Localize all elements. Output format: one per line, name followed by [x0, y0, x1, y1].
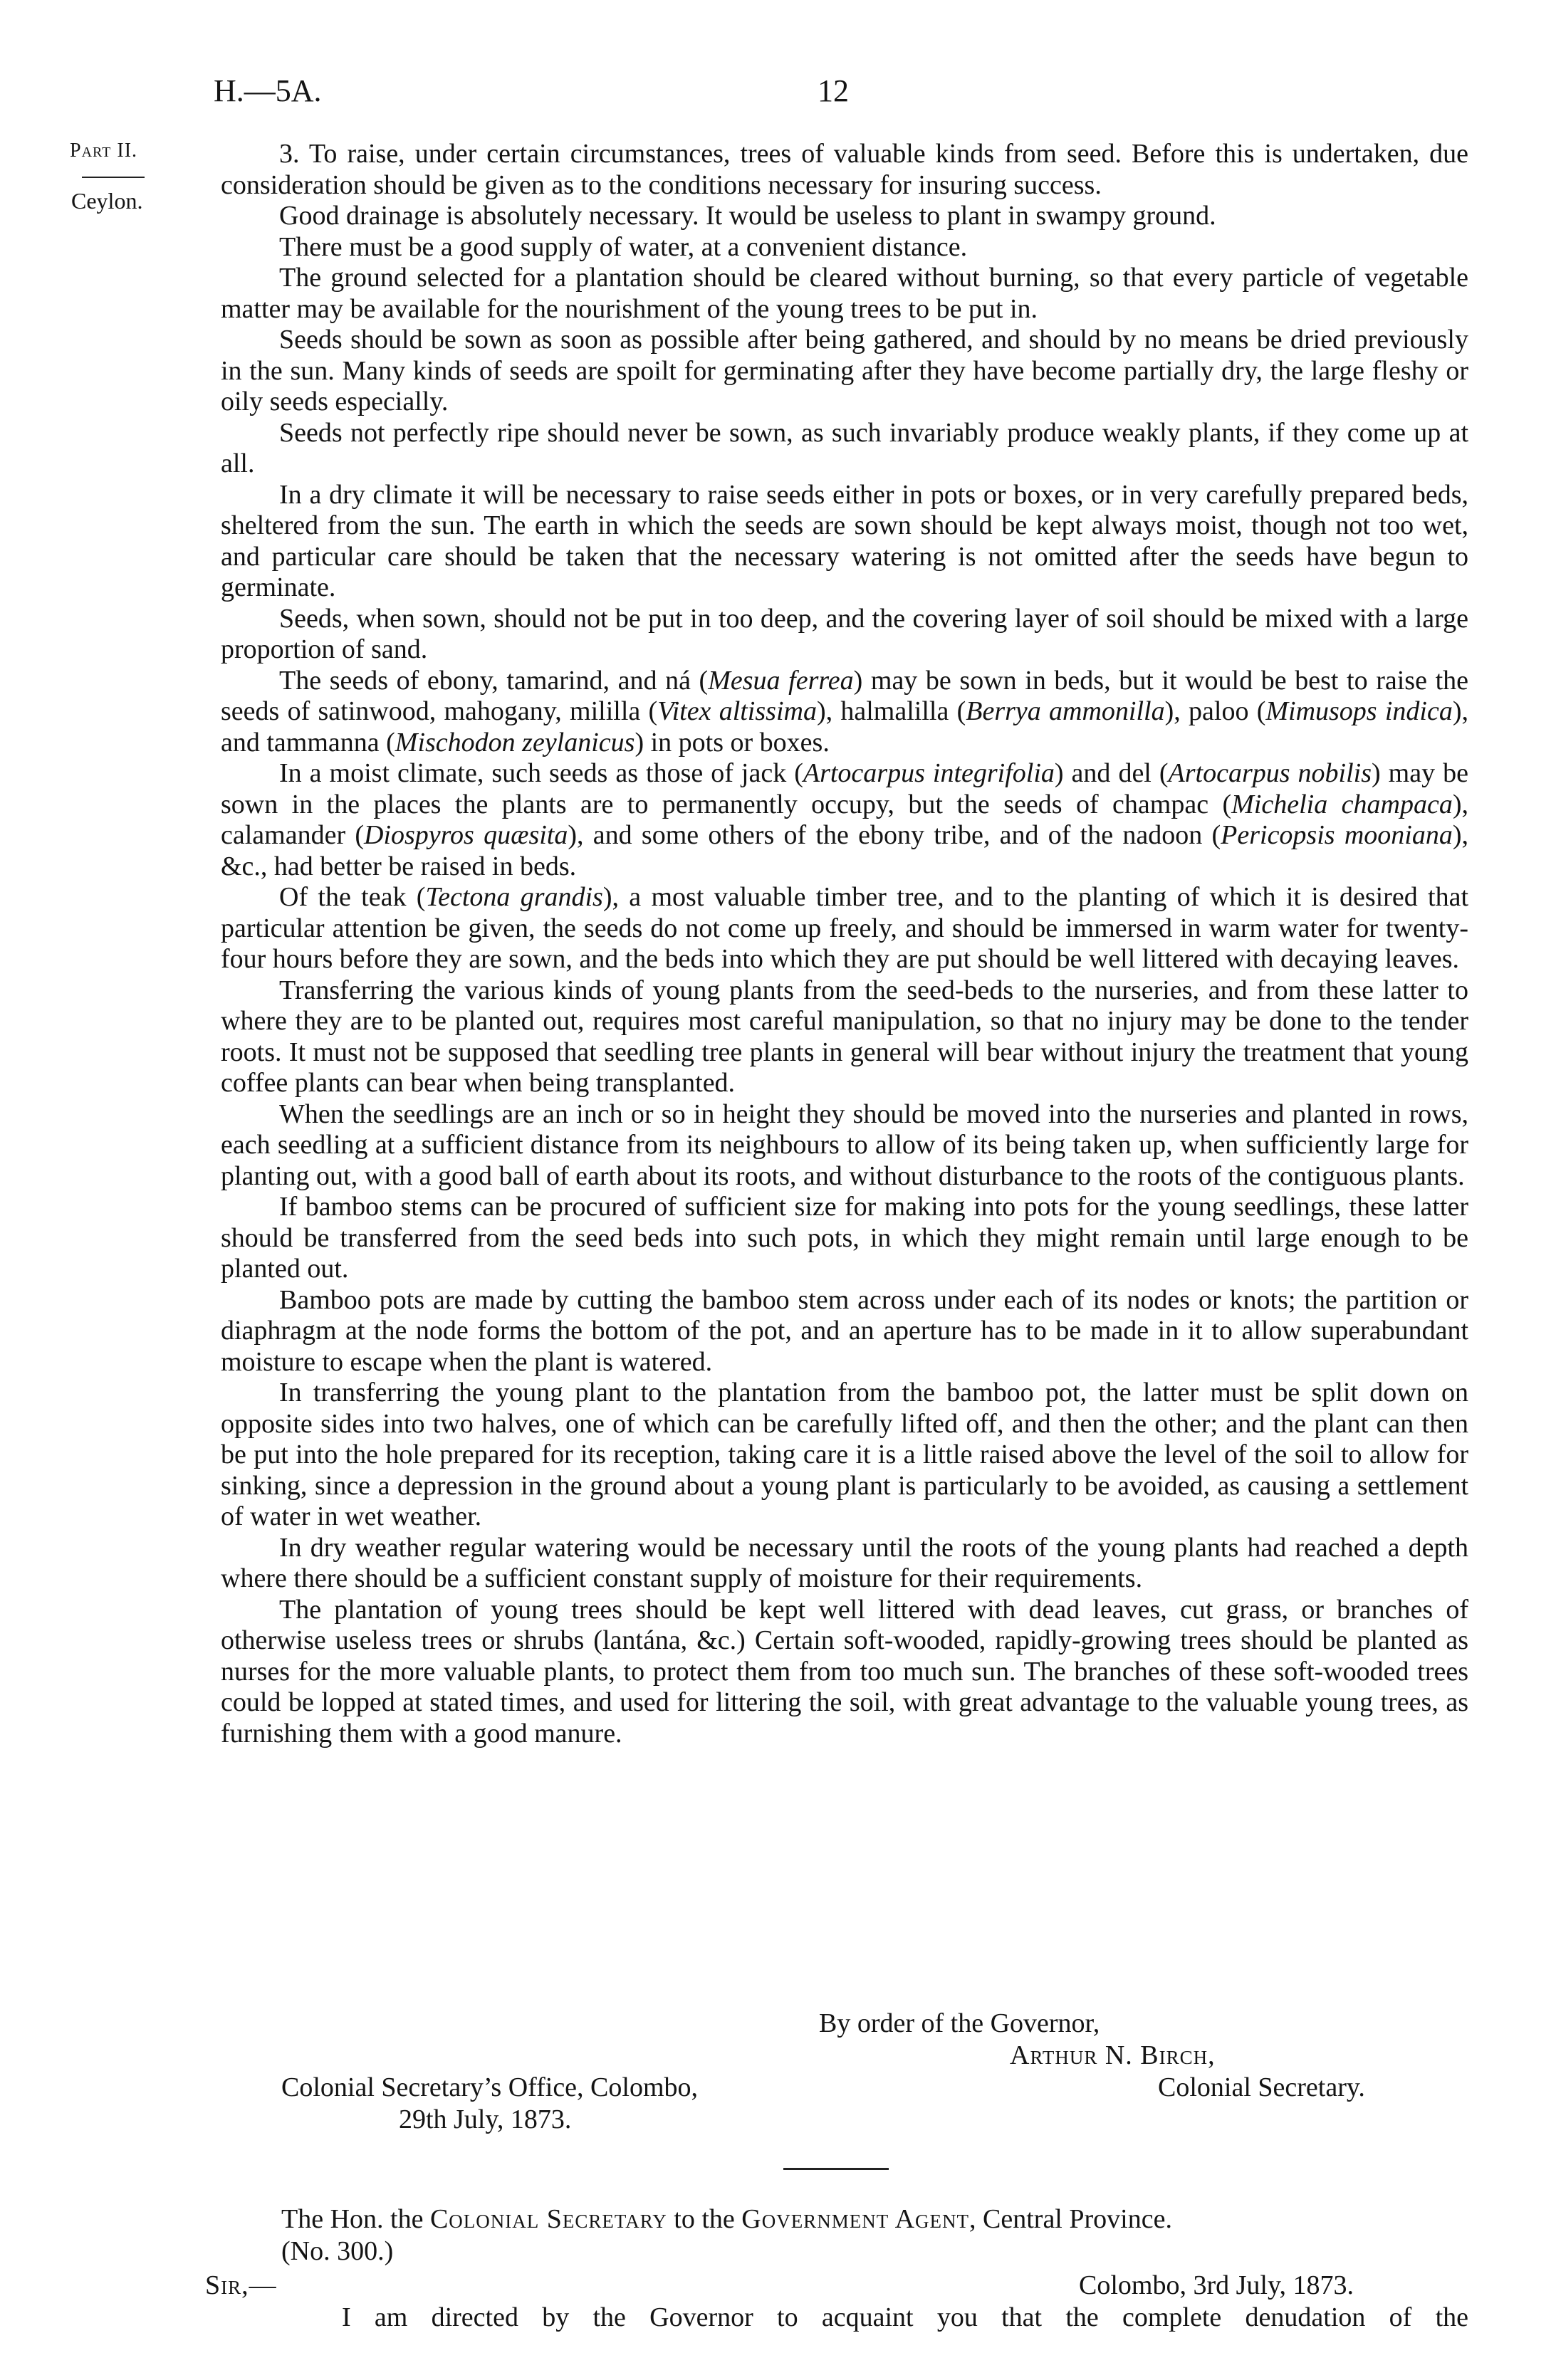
- paragraph: Seeds should be sown as soon as possible after being gathered, and should by no means be dried previously in the sun. Many kinds of seeds are spoilt for germinating after they have become partially dry, the large fleshy or oily seeds especially.: [221, 325, 1468, 416]
- paragraph: 3. To raise, under certain circumstances, trees of valuable kinds from seed. Before this is undertaken, due consideration should be given as to the conditions necessary for insuring success.: [221, 139, 1468, 200]
- scientific-name: Mimusops indica: [1265, 696, 1453, 726]
- paragraph: Good drainage is absolutely necessary. It would be useless to plant in swampy ground.: [279, 201, 1216, 231]
- margin-part-label: Part II.: [70, 140, 138, 162]
- scientific-name: Mischodon zeylanicus: [395, 727, 635, 757]
- paragraph: The seeds of ebony, tamarind, and ná (Mesua ferrea) may be sown in beds, but it would be best to raise the seeds of satinwood, mahogany, mililla (Vitex altissima), halmalilla (Berrya ammonilla), paloo (Mimusops indica), and tammanna (Mischodon zeylanicus) in pots or boxes.: [221, 665, 1469, 757]
- letter-first-line: I am directed by the Governor to acquaint you that the complete denudation of the: [342, 2302, 1468, 2332]
- address-prefix: The Hon. the: [281, 2204, 430, 2234]
- margin-place-label: Ceylon.: [71, 188, 143, 214]
- signature-order: By order of the Governor,: [819, 2008, 1100, 2038]
- letter-date: Colombo, 3rd July, 1873.: [1079, 2270, 1354, 2300]
- paragraph: Transferring the various kinds of young plants from the seed-beds to the nurseries, and from these latter to where they are to be planted out, requires most careful manipulation, so that no injury may be done to the tender roots. It must not be supposed that seedling tree plants in general will bear without injury the treatment that young coffee plants can bear when being transplanted.: [221, 975, 1468, 1098]
- letter-reference: (No. 300.): [281, 2236, 394, 2266]
- scientific-name: Diospyros quæsita: [364, 820, 568, 850]
- scientific-name: Artocarpus integrifolia: [803, 758, 1055, 788]
- paragraph: In dry weather regular watering would be necessary until the roots of the young plants had reached a depth where there should be a sufficient constant supply of moisture for their requirements.: [221, 1532, 1468, 1593]
- paragraph: There must be a good supply of water, at a convenient distance.: [279, 231, 968, 262]
- signature-office: Colonial Secretary’s Office, Colombo,: [281, 2072, 699, 2102]
- section-divider: [783, 2168, 889, 2170]
- paragraph: In a moist climate, such seeds as those of jack (Artocarpus integrifolia) and del (Artocarpus nobilis) may be sown in the places the plants are to permanently occupy, but the seeds of champac (Michelia champaca), calamander (Diospyros quæsita), and some others of the ebony tribe, and of the nadoon (Pericopsis mooniana), &c., had better be raised in beds.: [221, 758, 1468, 881]
- address-suffix: , Central Province.: [969, 2204, 1172, 2234]
- margin-divider: [82, 177, 145, 178]
- paragraph: The ground selected for a plantation should be cleared without burning, so that every particle of vegetable matter may be available for the nourishment of the young trees to be put in.: [221, 263, 1468, 324]
- paragraph: Bamboo pots are made by cutting the bamboo stem across under each of its nodes or knots; the partition or diaphragm at the node forms the bottom of the pot, and an aperture has to be made in it to allow superabundant moisture to escape when the plant is watered.: [221, 1284, 1468, 1377]
- paragraph: Seeds not perfectly ripe should never be sown, as such invariably produce weakly plants, if they come up at all.: [221, 417, 1468, 478]
- scientific-name: Mesua ferrea: [708, 665, 854, 696]
- scientific-name: Berrya ammonilla: [966, 696, 1165, 726]
- letter-salutation: Sir,—: [205, 2270, 277, 2300]
- paragraph: In transferring the young plant to the plantation from the bamboo pot, the latter must be split down on opposite sides into two halves, one of which can be carefully lifted off, and then the other; and the plant can then be put into the hole prepared for its reception, taking care it is a little raised above the level of the soil to allow for sinking, since a depression in the ground about a young plant is particularly to be avoided, as causing a settlement of water in wet weather.: [221, 1378, 1468, 1531]
- scientific-name: Pericopsis mooniana: [1221, 820, 1453, 850]
- scientific-name: Michelia champaca: [1231, 789, 1453, 819]
- address-to: Government Agent: [741, 2204, 970, 2234]
- paragraph: Seeds, when sown, should not be put in too deep, and the covering layer of soil should be mixed with a large proportion of sand.: [221, 603, 1468, 664]
- page-number: 12: [818, 73, 849, 108]
- body-text: [221, 139, 1468, 1749]
- signature-name: Arthur N. Birch,: [1010, 2040, 1216, 2070]
- scientific-name: Artocarpus nobilis: [1168, 758, 1372, 788]
- scientific-name: Vitex altissima: [657, 696, 817, 726]
- paragraph: The plantation of young trees should be kept well littered with dead leaves, cut grass, or branches of otherwise useless trees or shrubs (lantána, &c.) Certain soft-wooded, rapidly-growing trees should be planted as nurses for the more valuable plants, to protect them from too much sun. The branches of these soft-wooded trees could be lopped at stated times, and used for littering the soil, with great advantage to the valuable young trees, as furnishing them with a good manure.: [221, 1594, 1469, 1749]
- signature-date: 29th July, 1873.: [399, 2104, 572, 2134]
- paragraph: In a dry climate it will be necessary to raise seeds either in pots or boxes, or in very carefully prepared beds, sheltered from the sun. The earth in which the seeds are sown should be kept always moist, though not too wet, and particular care should be taken that the necessary watering is not omitted after the seeds have begun to germinate.: [221, 479, 1468, 602]
- scientific-name: Tectona grandis: [425, 882, 603, 912]
- paragraph: When the seedlings are an inch or so in height they should be moved into the nurseries and planted in rows, each seedling at a sufficient distance from its neighbours to allow of its being taken up, when sufficiently large for planting out, with a good ball of earth about its roots, and without disturbance to the roots of the contiguous plants.: [221, 1099, 1468, 1191]
- address-from: Colonial Secretary: [429, 2204, 667, 2234]
- document-code: H.—5A.: [214, 73, 322, 108]
- paragraph: Of the teak (Tectona grandis), a most valuable timber tree, and to the planting of which it is desired that particular attention be given, the seeds do not come up freely, and should be immersed in warm water for twenty-four hours before they are sown, and the beds into which they are put should be well littered with decaying leaves.: [221, 882, 1468, 974]
- signature-title: Colonial Secretary.: [1158, 2072, 1365, 2102]
- paragraph: If bamboo stems can be procured of sufficient size for making into pots for the young seedlings, these latter should be transferred from the seed beds into such pots, in which they might remain until large enough to be planted out.: [221, 1192, 1468, 1284]
- letter-address: [281, 2203, 1172, 2235]
- address-middle: to the: [667, 2204, 742, 2234]
